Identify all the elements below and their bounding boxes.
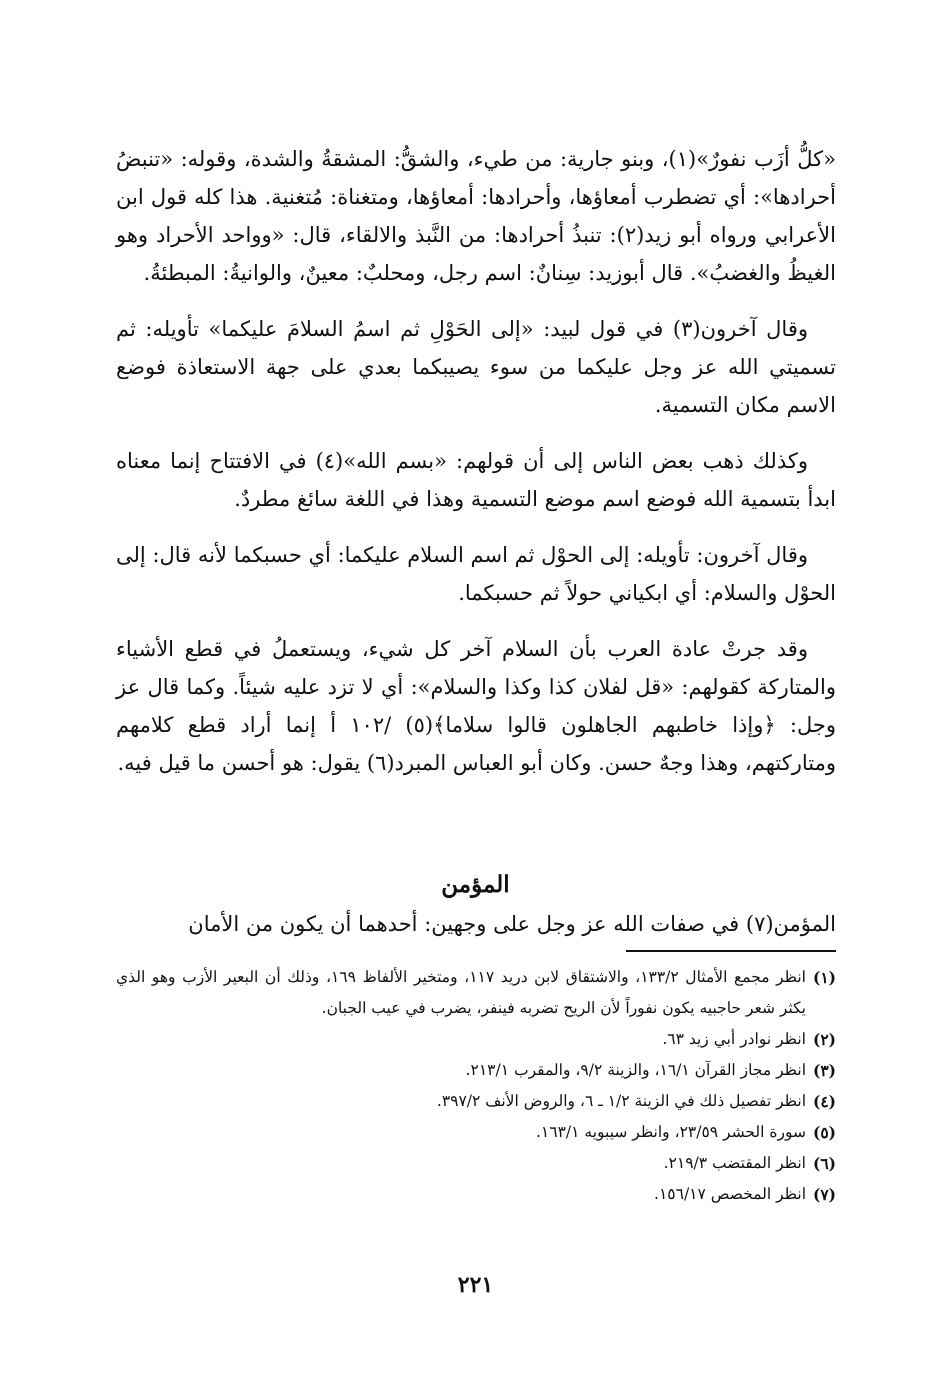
footnote-divider	[626, 950, 836, 952]
footnote-text: سورة الحشر ٢٣/٥٩، وانظر سيبويه ١٦٣/١.	[535, 1123, 806, 1141]
paragraph-1: «كلُّ أزَب نفورٌ»(١)، وبنو جارية: من طيء، والشقُّ: المشقةُ والشدة، وقوله: «تنبضُ أحرادها»: أي تضطرب أمعاؤها، وأحرادها: أمعاؤها، ومتغناة: مُتغنية. هذا كله قول ابن الأعرابي ورواه أبو زيد(٢): تنبذُ أحرادها: من النَّبذ والالقاء، قال: «وواحد الأحراد وهو الغيظُ والغضبُ». قال أبوزيد: سِنانٌ: اسم رجل، ومحلبٌ: معينٌ، والوانيةُ: المبطئةُ.	[116, 147, 836, 285]
paragraph-5: وقد جرتْ عادة العرب بأن السلام آخر كل شيء، ويستعملُ في قطع الأشياء والمتاركة كقولهم: «قل لفلان كذا وكذا والسلام»: أي لا تزد عليه شيئاً. وكما قال عز وجل: ﴿وإذا خاطبهم الجاهلون قالوا سلاما﴾(٥) /١٠٢ أ إنما أراد قطع كلامهم ومتاركتهم، وهذا وجهٌ حسن. وكان أبو العباس المبرد(٦) يقول: هو أحسن ما قيل فيه.	[116, 637, 837, 775]
footnote-item	[116, 1148, 836, 1179]
footnote-text: انظر تفصيل ذلك في الزينة ١/٢ ـ ٦، والروض الأنف ٣٩٧/٢.	[436, 1092, 806, 1110]
footnote-number: (٥)	[812, 1123, 836, 1142]
footnote-number: (٣)	[812, 1061, 836, 1080]
footnotes	[116, 962, 836, 1210]
section-heading: المؤمن	[441, 871, 510, 898]
section-first-line: المؤمن(٧) في صفات الله عز وجل على وجهين: أحدهما أن يكون من الأمان	[188, 912, 836, 936]
paragraph-2: وقال آخرون(٣) في قول لبيد: «إلى الحَوْلِ ثم اسمُ السلامَ عليكما» تأويله: ثم تسميتي الله عز وجل عليكما من سوء يصيبكما بعدي على جهة الاستعاذة فوضع الاسم مكان التسمية.	[116, 317, 836, 417]
footnote-number: (٧)	[812, 1185, 836, 1204]
footnote-item	[116, 1086, 836, 1117]
footnote-item	[116, 1179, 836, 1210]
footnote-item	[116, 1024, 836, 1055]
footnote-text: انظر نوادر أبي زيد ٦٣.	[662, 1030, 806, 1048]
footnote-text: انظر المخصص ١٥٦/١٧.	[654, 1185, 806, 1203]
main-text	[116, 140, 836, 800]
page-number: ٢٢١	[457, 1272, 494, 1298]
footnote-item	[116, 962, 836, 1024]
footnote-number: (٢)	[812, 1030, 836, 1049]
paragraph-3: وكذلك ذهب بعض الناس إلى أن قولهم: «بسم الله»(٤) في الافتتاح إنما معناه ابدأ بتسمية الله فوضع اسم موضع التسمية وهذا في اللغة سائغ مطردٌ.	[116, 449, 836, 511]
footnote-text: انظر المقتضب ٢١٩/٣.	[663, 1154, 806, 1172]
paragraph-4: وقال آخرون: تأويله: إلى الحوْل ثم اسم السلام عليكما: أي حسبكما لأنه قال: إلى الحوْل والسلام: أي ابكياني حولاً ثم حسبكما.	[116, 543, 836, 605]
footnote-number: (١)	[812, 968, 836, 987]
footnote-text: انظر مجاز القرآن ١٦/١، والزينة ٩/٢، والمقرب ٢١٣/١.	[465, 1061, 806, 1079]
footnote-number: (٦)	[812, 1154, 836, 1173]
footnote-item	[116, 1055, 836, 1086]
footnote-text: انظر مجمع الأمثال ١٣٣/٢، والاشتقاق لابن دريد ١١٧، ومتخير الألفاظ ١٦٩، وذلك أن البعير الأزب وهو الذي يكثر شعر حاجبيه يكون نفوراً لأن الريح تضربه فينفر، يضرب في عيب الجبان.	[116, 968, 806, 1017]
footnote-item	[116, 1117, 836, 1148]
footnote-number: (٤)	[812, 1092, 836, 1111]
